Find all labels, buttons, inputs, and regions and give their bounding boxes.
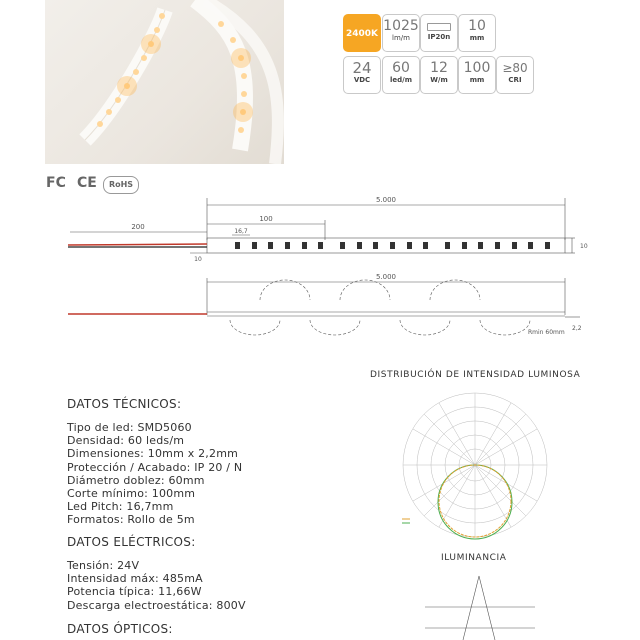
led-density-value: 60	[392, 60, 410, 76]
cut-length-value: 100	[463, 60, 491, 76]
spec-line: Densidad: 60 leds/m	[67, 434, 185, 448]
cri-icon	[496, 56, 534, 94]
width-value: 10	[468, 18, 486, 34]
total-length-label: 5.000	[375, 196, 397, 204]
lumens-value: 1025	[383, 18, 419, 34]
side-length-label: 5.000	[375, 273, 397, 281]
lumens-icon	[382, 14, 420, 52]
datos-tecnicos-title: DATOS TÉCNICOS:	[67, 397, 182, 411]
spec-line: Diámetro doblez: 60mm	[67, 473, 205, 487]
lumens-unit: lm/m	[392, 34, 410, 42]
segment-label: 100	[259, 215, 273, 223]
spec-line: Tipo de led: SMD5060	[67, 421, 192, 434]
thickness-label: 2,2	[572, 325, 582, 332]
polar-chart	[380, 380, 570, 550]
illum-title: ILUMINANCIA	[441, 553, 507, 563]
spec-line: Led Pitch: 16,7mm	[67, 500, 174, 514]
datos-electricos-list	[67, 559, 246, 612]
lead-length-label: 200	[131, 223, 145, 231]
illuminance-chart	[405, 568, 555, 640]
product-photo	[45, 0, 284, 164]
color-temp-icon	[343, 14, 381, 52]
cut-length-icon	[458, 56, 496, 94]
datos-opticos-title: DATOS ÓPTICOS:	[67, 622, 173, 636]
power-unit: W/m	[430, 76, 448, 84]
ce-logo: CE	[77, 175, 97, 191]
datos-tecnicos-list	[67, 421, 242, 527]
led-strip-photo	[45, 0, 284, 164]
led-density-icon	[382, 56, 420, 94]
ip-rating-icon	[420, 14, 458, 52]
cri-value: ≥80	[502, 61, 528, 75]
rmin-label: Rmin 60mm	[528, 329, 565, 336]
power-icon	[420, 56, 458, 94]
spec-line: Formatos: Rollo de 5m	[67, 513, 195, 527]
color-temp-value: 2400K	[345, 29, 379, 39]
spec-line: Protección / Acabado: IP 20 / N	[67, 460, 243, 474]
width-icon	[458, 14, 496, 52]
spec-line: Tensión: 24V	[67, 559, 140, 572]
voltage-unit: VDC	[353, 76, 371, 84]
cut-length-unit: mm	[469, 76, 485, 84]
width-unit: mm	[469, 34, 485, 42]
width-label: 10	[580, 243, 588, 250]
datos-electricos-title: DATOS ELÉCTRICOS:	[67, 535, 196, 549]
voltage-value: 24	[352, 59, 372, 77]
power-value: 12	[430, 60, 448, 76]
voltage-icon	[343, 56, 381, 94]
lead-offset-label: 10	[194, 256, 202, 263]
ip-rating-value: IP20n	[427, 33, 451, 41]
polar-chart-title: DISTRIBUCIÓN DE INTENSIDAD LUMINOSA	[370, 370, 581, 380]
spec-line: Descarga electroestática: 800V	[67, 598, 246, 612]
rohs-logo: RoHS	[103, 176, 139, 194]
led-density-unit: led/m	[389, 76, 412, 84]
pitch-label: 16,7	[234, 228, 248, 235]
spec-line: Potencia típica: 11,66W	[67, 585, 202, 599]
cri-unit: CRI	[508, 76, 522, 84]
spec-line: Corte mínimo: 100mm	[67, 487, 196, 501]
technical-drawing	[0, 190, 640, 340]
fcc-logo: FC	[46, 175, 66, 191]
spec-line: Intensidad máx: 485mA	[67, 572, 203, 586]
spec-line: Dimensiones: 10mm x 2,2mm	[67, 447, 239, 461]
